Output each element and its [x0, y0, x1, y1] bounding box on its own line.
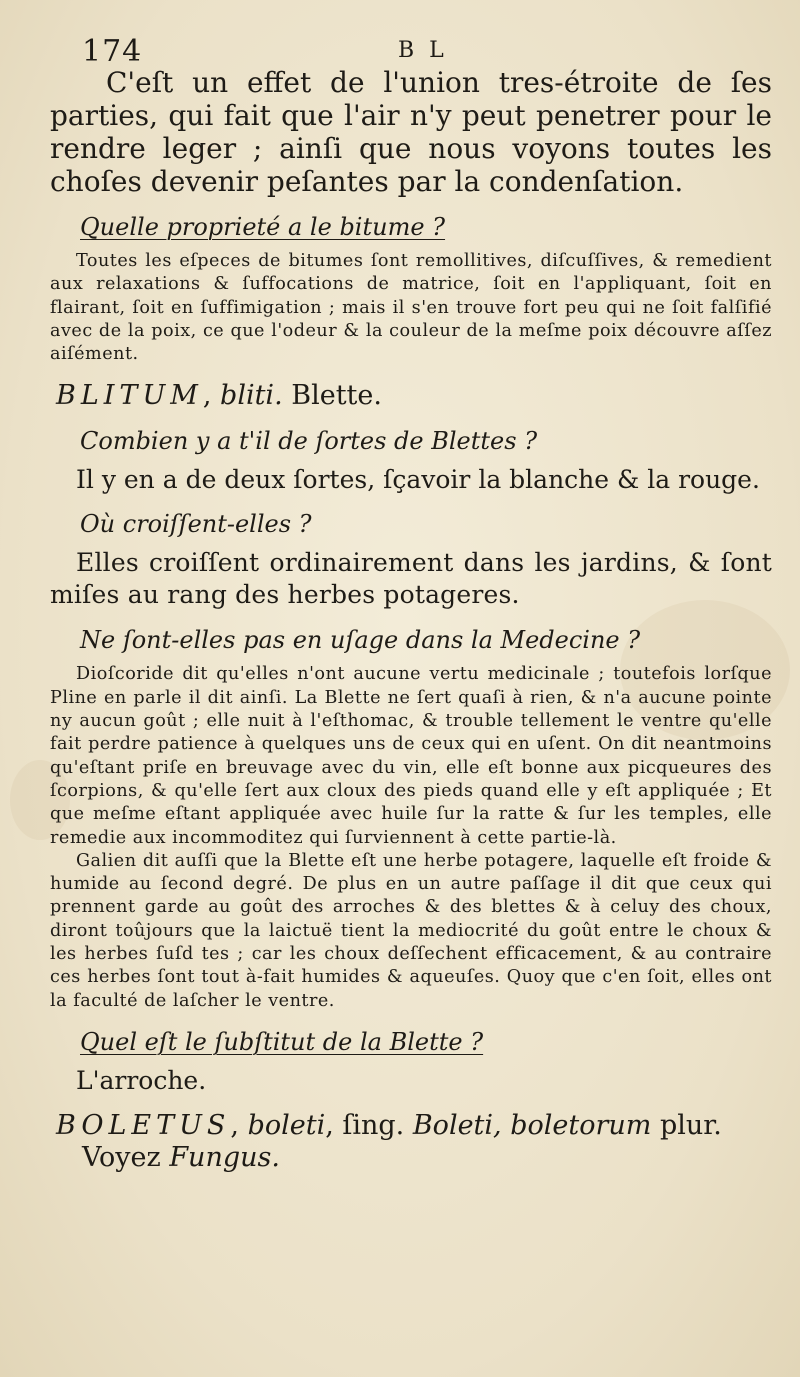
- paragraph-dioscoride-text: Dioſcoride dit qu'elles n'ont aucune vertu medicinale ; toutefois lorſque Pline en parle il dit ainſi. La Blette ne ſert quaſi à rien, & n'a aucune pointe ny aucun goût ; elle nuit à l'eſthomac, & trouble tellement le ventre qu'elle fait perdre patience à quelques uns de ceux qui en uſent. On dit neantmoins qu'eſtant priſe en breuvage avec du vin, elle eſt bonne aux picqueures des ſcorpions, & qu'elle ſert aux cloux des pieds quand elle y eſt appliquée ; Et que meſme eſtant appliquée avec huile ſur la ratte & ſur les temples, elle remedie aux incommoditez qui ſurviennent à cette partie-là.: [50, 664, 772, 848]
- opening-paragraph-text: C'eſt un effet de l'union tres-étroite de ſes parties, qui fait que l'air n'y peut penetrer pour le rendre leger ; ainſi que nous voyons toutes les choſes devenir peſantes par la condenſation.: [50, 66, 772, 198]
- question-combien: Combien y a t'il de ſortes de Blettes ?: [80, 427, 538, 456]
- running-head: B L: [398, 38, 448, 63]
- page-number: 174: [82, 34, 143, 69]
- opening-paragraph: [50, 66, 772, 198]
- question-bitume: Quelle proprieté a le bitume ?: [80, 213, 446, 241]
- answer-ou-text: Elles croiſſent ordinairement dans les jardins, & ſont miſes au rang des herbes potageres.: [50, 548, 772, 610]
- answer-combien: Il y en a de deux ſortes, ſçavoir la blanche & la rouge.: [76, 465, 760, 495]
- see-also-target: Fungus.: [169, 1141, 280, 1173]
- entry-singular: , ſing.: [325, 1109, 413, 1141]
- question-ou: Où croiſſent-elles ?: [80, 510, 312, 539]
- entry-latin: bliti.: [220, 380, 283, 412]
- page-body: [50, 66, 772, 1186]
- entry-boletus: [56, 1110, 772, 1174]
- paragraph-bitume: [50, 250, 772, 366]
- entry-latin: boleti: [247, 1109, 326, 1141]
- entry-blitum: [56, 380, 772, 412]
- entry-separator: ,: [230, 1109, 248, 1141]
- entry-plural: plur.: [651, 1109, 722, 1141]
- entry-plural-forms: Boleti, boletorum: [412, 1109, 652, 1141]
- entry-french: Blette.: [282, 380, 382, 412]
- paragraph-galien-text: Galien dit auſſi que la Blette eſt une herbe potagere, laquelle eſt froide & humide au ſecond degré. De plus en un autre paſſage il dit que ceux qui prennent garde au goût des arroches & des blettes & à celuy des choux, diront toûjours que la laictuë tient la mediocrité du goût entre le choux & les herbes ſuſd tes ; car les choux deſſechent efficacement, & au contraire ces herbes ſont tout à-fait humides & aqueuſes. Quoy que c'en ſoit, elles ont la faculté de laſcher le ventre.: [50, 850, 772, 1011]
- question-medecine: Ne ſont-elles pas en uſage dans la Medecine ?: [80, 626, 641, 655]
- answer-ou: [50, 547, 772, 611]
- paragraph-dioscoride: [50, 663, 772, 849]
- entry-head: BOLETUS: [56, 1109, 231, 1141]
- entry-head: BLITUM: [56, 380, 203, 412]
- paragraph-galien: [50, 850, 772, 1013]
- answer-substitut: L'arroche.: [76, 1065, 207, 1095]
- entry-separator: ,: [202, 380, 221, 412]
- see-also-label: Voyez: [82, 1141, 170, 1173]
- question-substitut: Quel eſt le ſubſtitut de la Blette ?: [80, 1027, 484, 1056]
- paragraph-bitume-text: Toutes les eſpeces de bitumes ſont remollitives, diſcuſſives, & remedient aux relaxations & ſuffocations de matrice, ſoit en l'appliquant, ſoit en flairant, ſoit en ſuffimigation ; mais il s'en trouve fort peu qui ne ſoit falſifié avec de la poix, ce que l'odeur & la couleur de la meſme poix découvre aſſez aiſément.: [50, 251, 772, 365]
